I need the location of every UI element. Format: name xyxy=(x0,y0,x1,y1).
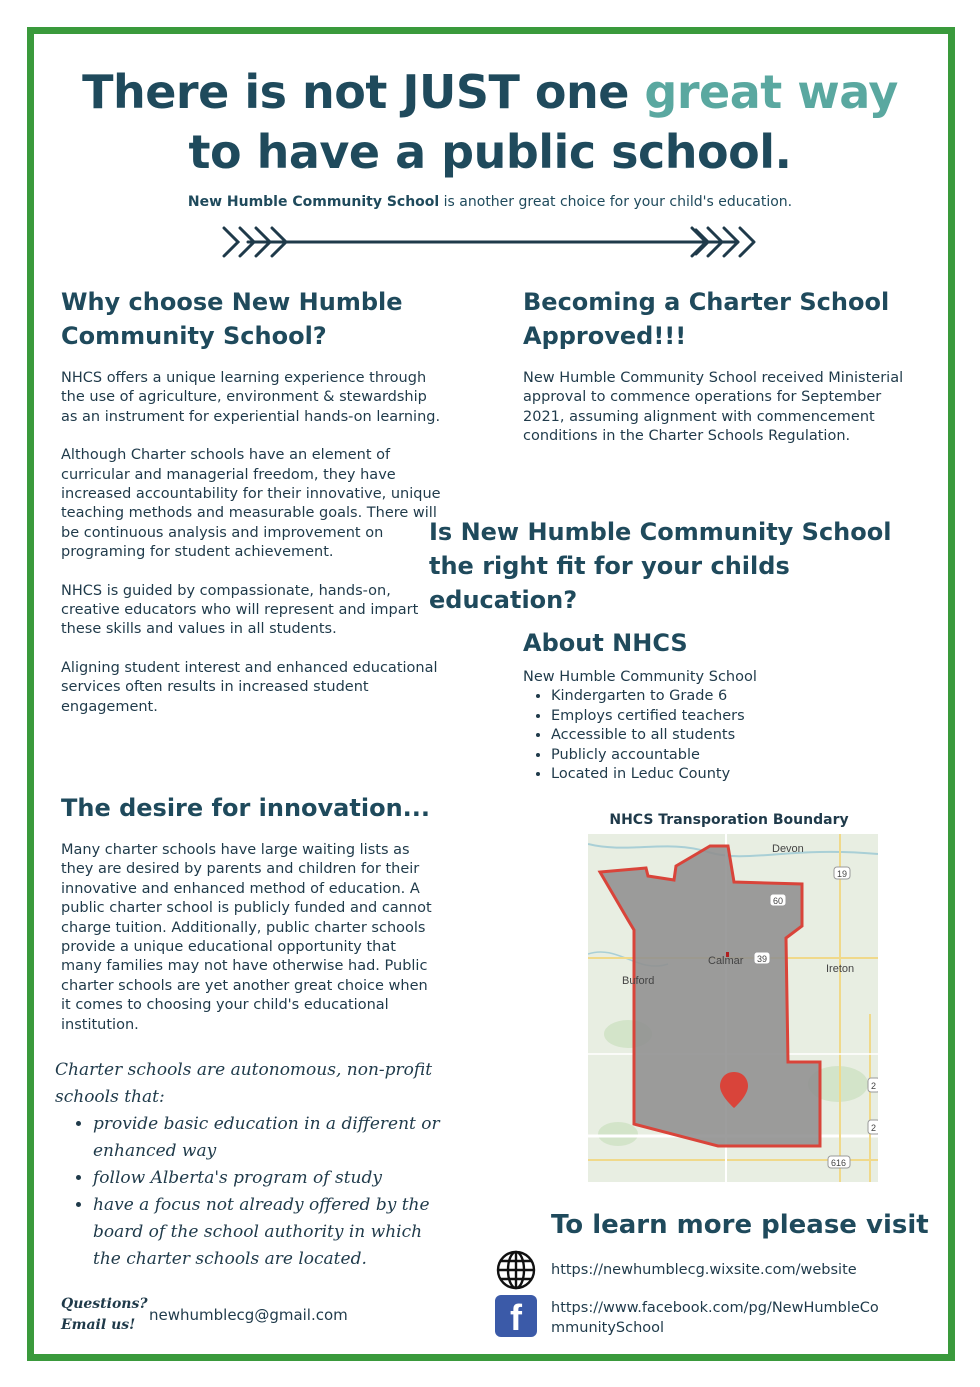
boundary-shape xyxy=(600,846,820,1146)
about-item: • Publicly accountable xyxy=(551,746,913,765)
why-paragraph-3: NHCS is guided by compassionate, hands-on, creative educators who will represent and impart these skills and values in all students. xyxy=(61,582,419,638)
about-heading: About NHCS xyxy=(523,629,688,657)
innovation-section xyxy=(61,791,433,1054)
map-label-hwy19: 19 xyxy=(837,869,848,879)
arrow-divider-icon xyxy=(218,222,764,262)
map-title: NHCS Transporation Boundary xyxy=(609,812,849,828)
charter-item: • provide basic education in a different or enhanced way xyxy=(93,1111,445,1165)
about-school-name: New Humble Community School xyxy=(523,669,757,685)
subtitle-school-name: New Humble Community School xyxy=(187,194,440,210)
map-label-calmar: Calmar xyxy=(708,955,744,967)
charter-item: • follow Alberta's program of study xyxy=(93,1165,445,1192)
map-graphic xyxy=(588,834,878,1182)
questions-label-line2: Email us! xyxy=(61,1317,136,1333)
about-item: • Located in Leduc County xyxy=(551,765,913,784)
why-paragraph-2: Although Charter schools have an element of curricular and managerial freedom, they have increased accountability for their innovative, unique teaching methods and measurable goals. There will be continuous analysis and improvement on programing for student achievement. xyxy=(61,447,441,561)
why-section xyxy=(61,285,441,736)
about-section xyxy=(523,626,913,784)
becoming-paragraph: New Humble Community School received Ministerial approval to commence operations for September 2021, assuming alignment with commencement conditions in the Charter Schools Regulation. xyxy=(523,370,904,445)
map-label-hwy2-lower: 2 xyxy=(871,1123,877,1133)
innovation-paragraph: Many charter schools have large waiting lists as they are desired by parents and children for their innovative and enhanced method of education. A public charter school is publicly funded and cannot charge tuition. Additionally, public charter schools provide a unique educational opportunity that many families may not have otherwise had. Public charter schools are yet another great choice when it comes to choosing your child's educational institution. xyxy=(61,842,432,1033)
contact-email[interactable]: newhumblecg@gmail.com xyxy=(149,1306,348,1324)
why-paragraph-4: Aligning student interest and enhanced educational services often results in increased student engagement. xyxy=(61,659,438,715)
map-label-ireton: Ireton xyxy=(826,963,855,975)
charter-item: • have a focus not already offered by the board of the school authority in which the charter schools are located. xyxy=(93,1192,445,1273)
map-label-buford: Buford xyxy=(622,975,655,987)
becoming-heading: Becoming a Charter School Approved!!! xyxy=(523,288,890,350)
fit-heading: Is New Humble Community School the right fit for your childs education? xyxy=(429,518,892,614)
subtitle xyxy=(0,194,980,210)
charter-intro: Charter schools are autonomous, non-profit schools that: xyxy=(55,1060,433,1107)
facebook-icon: f xyxy=(495,1295,537,1337)
boundary-map[interactable] xyxy=(588,834,878,1182)
why-heading: Why choose New Humble Community School? xyxy=(61,288,403,350)
about-item: • Employs certified teachers xyxy=(551,707,913,726)
questions-label-line1: Questions? xyxy=(61,1296,148,1312)
map-label-hwy60: 60 xyxy=(773,896,784,906)
globe-icon xyxy=(495,1249,537,1291)
why-paragraph-1: NHCS offers a unique learning experience through the use of agriculture, environment & stewardship as an instrument for experiential hands-on learning. xyxy=(61,370,441,425)
facebook-link-line1: https://www.facebook.com/pg/NewHumbleCo xyxy=(551,1300,879,1316)
page-title-line2: to have a public school. xyxy=(188,125,792,179)
map-label-hwy616: 616 xyxy=(831,1158,847,1168)
facebook-link[interactable] xyxy=(551,1298,879,1338)
page-title-line1 xyxy=(0,62,980,122)
map-label-devon: Devon xyxy=(772,843,804,855)
questions-label xyxy=(61,1294,148,1336)
charter-definition xyxy=(55,1057,445,1273)
title-text: There is not JUST one xyxy=(82,65,645,119)
about-item: • Kindergarten to Grade 6 xyxy=(551,687,913,706)
subtitle-text: is another great choice for your child's education. xyxy=(439,194,793,210)
facebook-link-line2: mmunitySchool xyxy=(551,1320,665,1336)
becoming-section xyxy=(523,285,913,466)
fit-section xyxy=(429,515,934,617)
title-accent-text: great way xyxy=(644,65,898,119)
map-label-hwy39: 39 xyxy=(757,954,768,964)
map-label-hwy2-upper: 2 xyxy=(871,1081,877,1091)
website-link[interactable]: https://newhumblecg.wixsite.com/website xyxy=(551,1262,857,1278)
learn-heading: To learn more please visit xyxy=(551,1210,929,1240)
about-item: • Accessible to all students xyxy=(551,726,913,745)
innovation-heading: The desire for innovation... xyxy=(61,794,430,822)
